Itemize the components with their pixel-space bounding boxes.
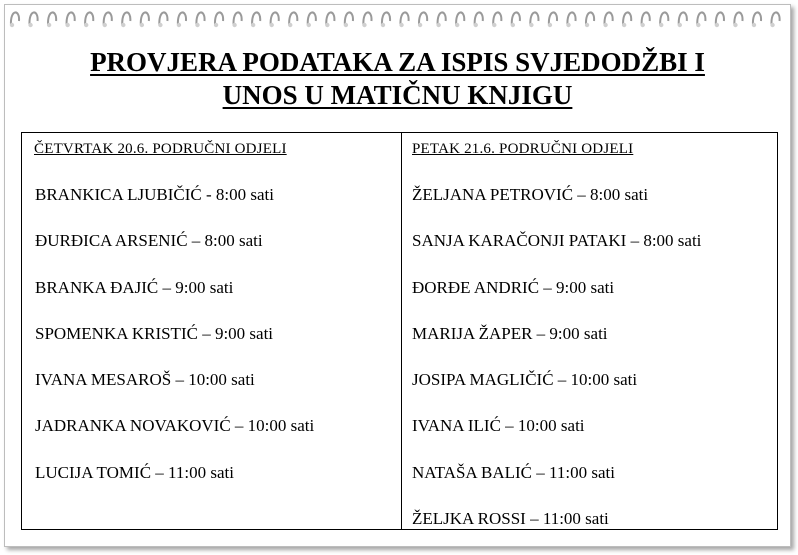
spiral-hole bbox=[121, 23, 125, 27]
spiral-hole bbox=[733, 23, 737, 27]
friday-column bbox=[402, 133, 777, 529]
notice-sheet bbox=[4, 4, 791, 547]
spiral-hole bbox=[158, 23, 162, 27]
spiral-hole bbox=[140, 23, 144, 27]
spiral-hole bbox=[678, 23, 682, 27]
list-item: SANJA KARAČONJI PATAKI – 8:00 sati bbox=[412, 231, 702, 251]
thursday-list bbox=[35, 185, 314, 509]
list-item: LUCIJA TOMIĆ – 11:00 sati bbox=[35, 462, 234, 482]
spiral-hole bbox=[270, 23, 274, 27]
spiral-hole bbox=[474, 23, 478, 27]
list-item: JOSIPA MAGLIČIĆ – 10:00 sati bbox=[412, 370, 638, 390]
spiral-hole bbox=[288, 23, 292, 27]
list-item: ĐURĐICA ARSENIĆ – 8:00 sati bbox=[35, 231, 263, 251]
list-item: ĐORĐE ANDRIĆ – 9:00 sati bbox=[412, 277, 615, 297]
spiral-hole bbox=[511, 23, 515, 27]
spiral-hole bbox=[622, 23, 626, 27]
spiral-hole bbox=[418, 23, 422, 27]
thursday-header: ČETVRTAK 20.6. PODRUČNI ODJELI bbox=[34, 141, 287, 157]
spiral-hole bbox=[529, 23, 533, 27]
spiral-hole bbox=[455, 23, 459, 27]
spiral-hole bbox=[307, 23, 311, 27]
spiral-hole bbox=[603, 23, 607, 27]
spiral-hole bbox=[103, 23, 107, 27]
list-item: JADRANKA NOVAKOVIĆ – 10:00 sati bbox=[35, 416, 315, 436]
list-item: BRANKICA LJUBIČIĆ - 8:00 sati bbox=[35, 185, 274, 204]
spiral-hole bbox=[28, 23, 32, 27]
list-item: NATAŠA BALIĆ – 11:00 sati bbox=[412, 462, 615, 482]
title-line-2: UNOS U MATIČNU KNJIGU bbox=[222, 80, 573, 110]
spiral-hole bbox=[641, 23, 645, 27]
spiral-hole bbox=[177, 23, 181, 27]
spiral-hole bbox=[84, 23, 88, 27]
schedule-table bbox=[21, 132, 778, 530]
spiral-hole bbox=[195, 23, 199, 27]
spiral-hole bbox=[399, 23, 403, 27]
spiral-hole bbox=[492, 23, 496, 27]
thursday-column bbox=[22, 133, 402, 529]
spiral-hole bbox=[381, 23, 385, 27]
list-item: BRANKA ĐAJIĆ – 9:00 sati bbox=[35, 277, 234, 297]
spiral-hole bbox=[566, 23, 570, 27]
list-item: MARIJA ŽAPER – 9:00 sati bbox=[412, 323, 608, 343]
spiral-hole bbox=[548, 23, 552, 27]
page-title bbox=[5, 46, 790, 112]
spiral-hole bbox=[344, 23, 348, 27]
spiral-hole bbox=[214, 23, 218, 27]
list-item: ŽELJANA PETROVIĆ – 8:00 sati bbox=[412, 185, 649, 204]
title-line-1: PROVJERA PODATAKA ZA ISPIS SVJEDODŽBI I bbox=[90, 47, 705, 77]
spiral-hole bbox=[47, 23, 51, 27]
spiral-binding bbox=[5, 5, 790, 35]
spiral-hole bbox=[696, 23, 700, 27]
spiral-hole bbox=[659, 23, 663, 27]
spiral-hole bbox=[362, 23, 366, 27]
spiral-hole bbox=[585, 23, 589, 27]
spiral-hole bbox=[325, 23, 329, 27]
list-item: IVANA MESAROŠ – 10:00 sati bbox=[35, 370, 255, 390]
spiral-hole bbox=[715, 23, 719, 27]
list-item: SPOMENKA KRISTIĆ – 9:00 sati bbox=[35, 323, 274, 343]
spiral-hole bbox=[436, 23, 440, 27]
spiral-hole bbox=[251, 23, 255, 27]
list-item: ŽELJKA ROSSI – 11:00 sati bbox=[412, 509, 609, 529]
friday-list bbox=[412, 185, 701, 555]
spiral-hole bbox=[65, 23, 69, 27]
friday-header: PETAK 21.6. PODRUČNI ODJELI bbox=[412, 141, 634, 157]
spiral-hole bbox=[10, 23, 14, 27]
spiral-hole bbox=[752, 23, 756, 27]
spiral-hole bbox=[232, 23, 236, 27]
list-item: IVANA ILIĆ – 10:00 sati bbox=[412, 416, 585, 436]
spiral-hole bbox=[770, 23, 774, 27]
